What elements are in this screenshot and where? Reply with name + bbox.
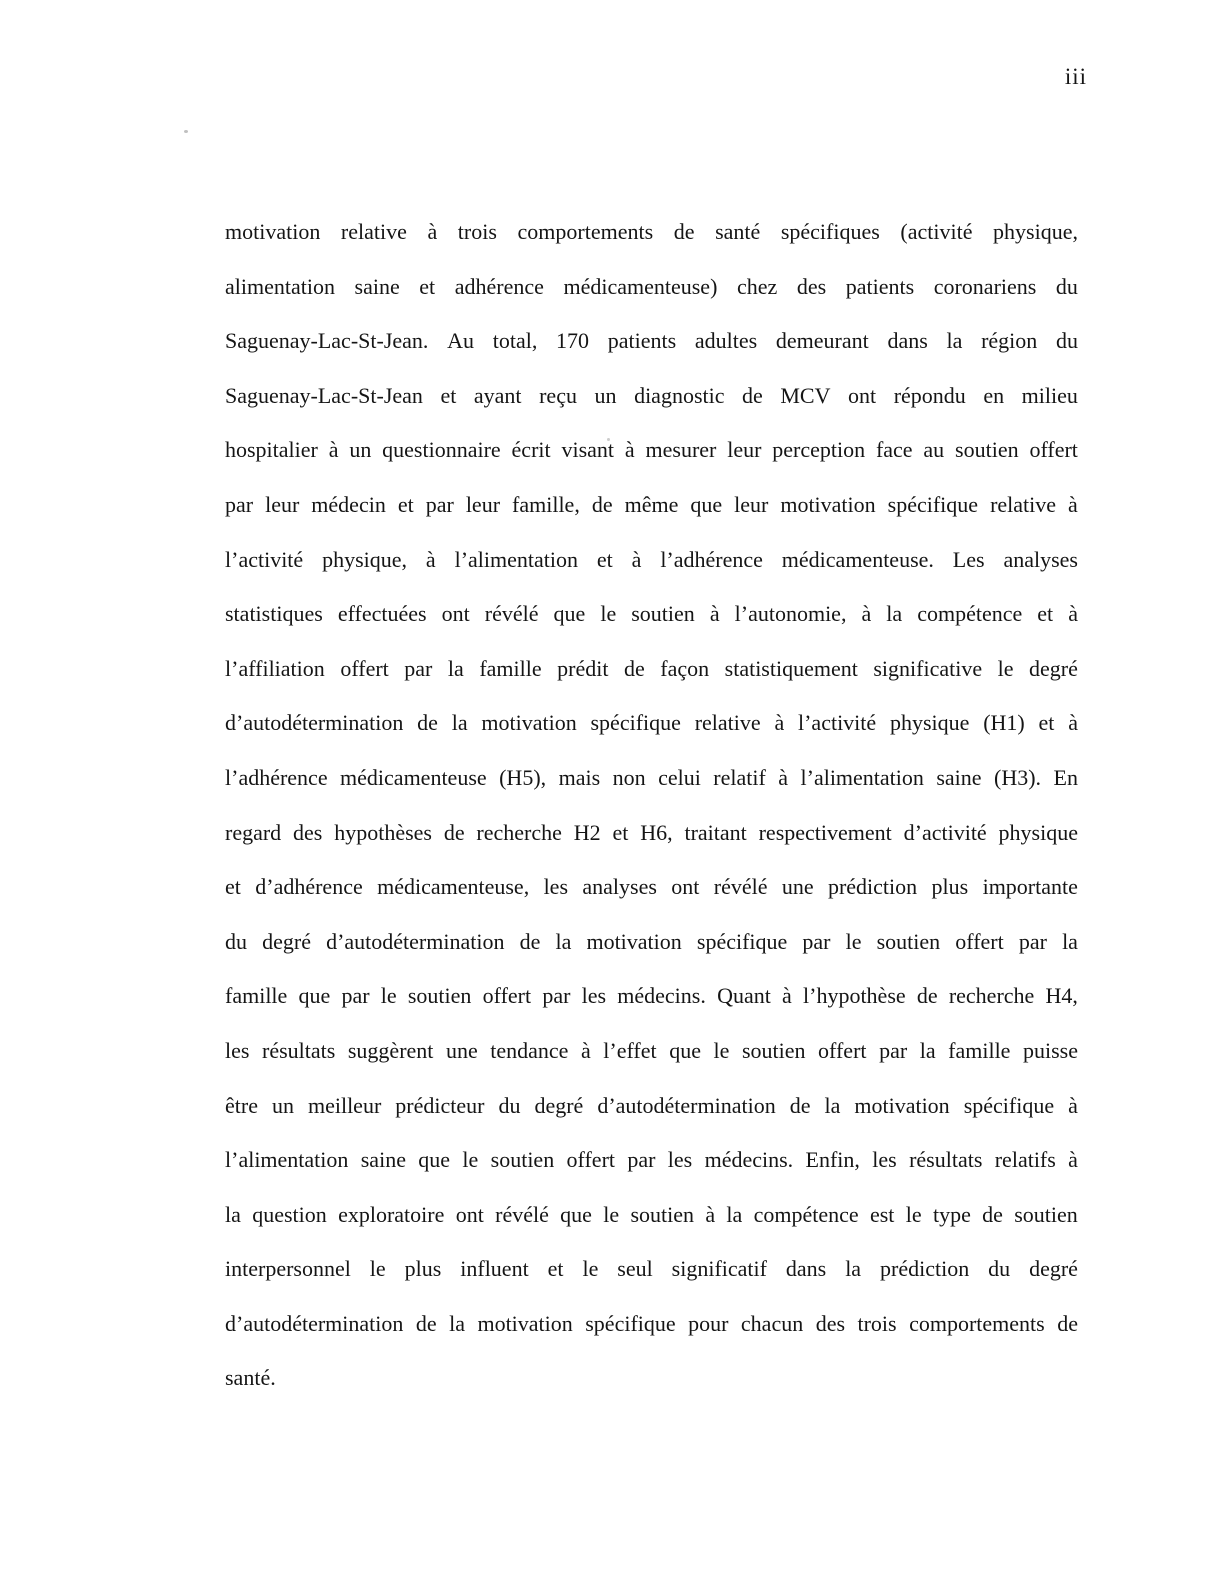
scan-speck <box>184 130 188 133</box>
paragraph-line: être un meilleur prédicteur du degré d’autodétermination de la motivation spécifique à <box>225 1092 1078 1118</box>
paragraph-line: les résultats suggèrent une tendance à l’effet que le soutien offert par la famille puisse <box>225 1037 1078 1063</box>
paragraph-line: par leur médecin et par leur famille, de même que leur motivation spécifique relative à <box>225 491 1078 517</box>
paragraph-line: la question exploratoire ont révélé que le soutien à la compétence est le type de soutien <box>225 1201 1078 1227</box>
paragraph-line: hospitalier à un questionnaire écrit visant à mesurer leur perception face au soutien offert <box>225 437 1078 463</box>
paragraph-line: l’affiliation offert par la famille prédit de façon statistiquement significative le degré <box>225 655 1078 681</box>
paragraph-line: l’alimentation saine que le soutien offert par les médecins. Enfin, les résultats relatifs à <box>225 1147 1078 1173</box>
paragraph-line: du degré d’autodétermination de la motivation spécifique par le soutien offert par la <box>225 928 1078 954</box>
paragraph-line: regard des hypothèses de recherche H2 et H6, traitant respectivement d’activité physique <box>225 819 1078 845</box>
paragraph-line: motivation relative à trois comportements de santé spécifiques (activité physique, <box>225 219 1078 244</box>
paragraph-line: statistiques effectuées ont révélé que le soutien à l’autonomie, à la compétence et à <box>225 601 1078 627</box>
page-number: iii <box>1064 64 1088 89</box>
paragraph-line: d’autodétermination de la motivation spécifique relative à l’activité physique (H1) et à <box>225 710 1078 736</box>
paragraph-line: alimentation saine et adhérence médicamenteuse) chez des patients coronariens du <box>225 273 1078 299</box>
paragraph-line: Saguenay-Lac-St-Jean. Au total, 170 patients adultes demeurant dans la région du <box>225 328 1078 354</box>
paragraph-line: et d’adhérence médicamenteuse, les analyses ont révélé une prédiction plus importante <box>225 874 1078 900</box>
paragraph-line: l’activité physique, à l’alimentation et à l’adhérence médicamenteuse. Les analyses <box>225 546 1078 572</box>
paragraph-line: d’autodétermination de la motivation spécifique pour chacun des trois comportements de <box>225 1310 1078 1336</box>
paragraph-line: famille que par le soutien offert par les médecins. Quant à l’hypothèse de recherche H4, <box>225 983 1078 1009</box>
paragraph-line: santé. <box>225 1365 276 1391</box>
scan-speck <box>607 438 610 441</box>
paragraph-line: Saguenay-Lac-St-Jean et ayant reçu un diagnostic de MCV ont répondu en milieu <box>225 382 1078 408</box>
paragraph-line: interpersonnel le plus influent et le seul significatif dans la prédiction du degré <box>225 1256 1078 1282</box>
paragraph-line: l’adhérence médicamenteuse (H5), mais non celui relatif à l’alimentation saine (H3). En <box>225 764 1078 790</box>
abstract-paragraph <box>225 205 1078 1406</box>
